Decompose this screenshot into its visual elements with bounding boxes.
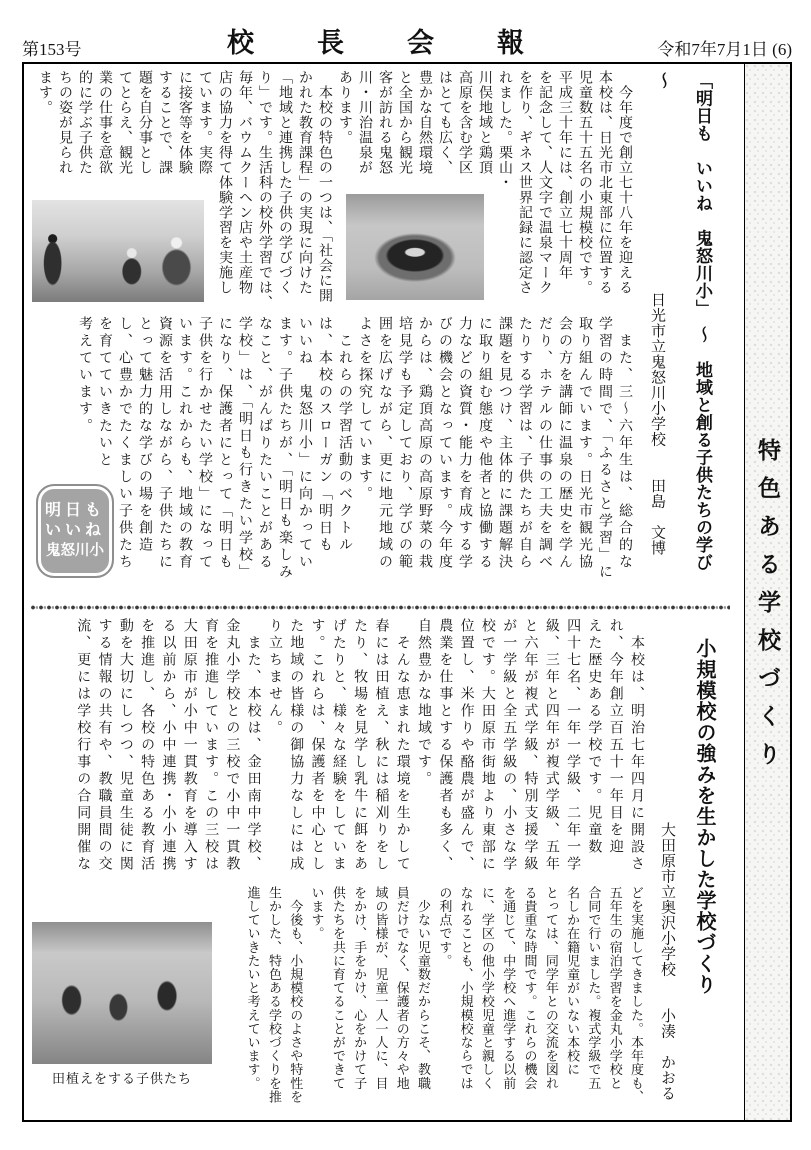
- text-column: 課題を見つけ、主体的に課題解決: [497, 316, 512, 571]
- text-column: いいね 鬼怒川小」に向かってい: [297, 316, 312, 571]
- text-column: 会の方を講師に温泉の歴史を学ん: [557, 316, 572, 571]
- text-column: また、三～六年生は、総合的な: [617, 316, 632, 571]
- text-column: 高原を含む学区: [457, 70, 472, 175]
- text-column: 的に学ぶ子供た: [77, 70, 92, 175]
- text-column: 育を推進しています。この三校は: [203, 618, 219, 873]
- text-column: たりする学習は、子供たちが自ら: [517, 316, 532, 571]
- text-column: 動を大切にしつつ、児童生徒に関: [117, 618, 133, 873]
- text-band: [242, 886, 647, 1118]
- text-column: からは、鶏頂高原の高原野菜の栽: [417, 316, 432, 571]
- text-column: 平成三十年には、創立七十周年: [557, 70, 572, 280]
- text-column: になり、保護者にとって「明日も: [217, 316, 232, 571]
- text-column: 春には田植え、秋には稲刈りをし: [373, 618, 389, 873]
- text-column: することで、課: [157, 70, 172, 175]
- text-column: 川・川治温泉が: [357, 70, 372, 175]
- article-okusawa: [26, 614, 746, 1120]
- text-column: 豊かな自然環境: [417, 70, 432, 175]
- text-column: 本校は、明治七年四月に開設さ: [629, 618, 644, 873]
- text-column: います。これからも、地域の教育: [177, 316, 192, 571]
- text-column: 囲を広げながら、更に地元地域の: [377, 316, 392, 571]
- text-column: 自然豊かな地域です。: [416, 618, 432, 788]
- text-column: を作り、ギネス世界記録に認定さ: [517, 70, 532, 295]
- text-column: 今後も、小規模校のよさや特性を: [288, 886, 304, 1104]
- text-column: 名しか在籍児童がいない本校に: [565, 886, 581, 1077]
- text-column: ています。実際: [197, 70, 212, 175]
- text-column: 本校は、日光市北東部に位置する: [597, 70, 612, 295]
- text-column: 培見学も予定しており、学びの範: [397, 316, 412, 571]
- text-column: 域の皆様が、児童一人一人に、目: [373, 886, 389, 1090]
- text-column: 資源を活用しながら、子供たちに: [157, 316, 172, 571]
- text-column: ます。: [37, 70, 52, 115]
- text-band: [74, 316, 634, 602]
- text-column: す。これらは、保護者を中心とし: [309, 618, 325, 873]
- text-column: 児童数五十五名の小規模校です。: [577, 70, 592, 295]
- text-column: 子供を行かせたい学校」になって: [197, 316, 212, 571]
- text-column: の利点です。: [437, 886, 453, 968]
- text-column: 校です。大田原市街地より東部に: [479, 618, 495, 873]
- text-column: よさを探究しています。: [357, 316, 372, 503]
- text-column: を記念して、人文字で温泉マーク: [537, 70, 552, 295]
- text-column: をかけ、手をかけ、心をかけて子: [352, 886, 368, 1090]
- slogan-line: 鬼怒川小: [46, 543, 104, 559]
- text-column: げたりと、様々な経験をしていま: [330, 618, 346, 873]
- text-column: てとらえ、観光: [117, 70, 132, 175]
- text-column: する情報の共有や、教職員間の交: [96, 618, 112, 873]
- text-column: に接客等を体験: [177, 70, 192, 175]
- text-band: [72, 618, 647, 882]
- text-column: 取り組んでいます。日光市観光協: [577, 316, 592, 571]
- text-column: これらの学習活動のベクトル: [337, 316, 352, 554]
- text-column: 「地域と連携した子供の学びづく: [277, 70, 292, 295]
- article-title: 「明日も いいね 鬼怒川小」 ～ 地域と創る子供たちの学び ～: [653, 72, 712, 589]
- text-column: れました。栗山・: [497, 70, 512, 190]
- text-column: と全国から観光: [397, 70, 412, 175]
- text-column: 進していきたいと考えています。: [245, 886, 261, 1090]
- text-column: る貴重な時間です。これらの機会: [522, 886, 538, 1090]
- text-column: た地域の皆様の御協力なしには成: [288, 618, 304, 873]
- text-column: 位置し、米作りや酪農が盛んで、: [458, 618, 474, 873]
- newsletter-title: 校 長 会 報: [226, 28, 542, 58]
- text-column: たり、牧場を見学し乳牛に餌をあ: [352, 618, 368, 873]
- text-column: ます。子供たちが、「明日も楽しみ: [277, 316, 292, 581]
- text-column: れ、今年創立百五十一年目を迎: [607, 618, 623, 856]
- text-column: 大田原市が小中一貫教育を導入す: [181, 618, 197, 873]
- text-column: 学校」は、「明日も行きたい学校」: [237, 316, 252, 581]
- text-column: えた歴史ある学校です。児童数: [586, 618, 602, 856]
- text-column: います。: [309, 886, 325, 941]
- text-column: どを実施してきました。本年度も、: [629, 886, 644, 1104]
- text-column: る以前から、小中連携・小小連携: [160, 618, 176, 873]
- text-column: と六年が複式学級、特別支援学級: [522, 618, 538, 873]
- text-column: は、本校のスローガン「明日も: [317, 316, 332, 554]
- text-column: あります。: [337, 70, 352, 145]
- photo-rice-planting: [32, 922, 212, 1064]
- text-column: に取り組む態度や他者と協働する: [477, 316, 492, 571]
- text-column: とっては、同学年との交流を図れ: [543, 886, 559, 1090]
- text-column: 力などの資質・能力を育成する学: [457, 316, 472, 571]
- text-column: 考えています。: [77, 316, 92, 435]
- text-column: 五年生の宿泊学習を金丸小学校と: [607, 886, 623, 1090]
- photo-caption: 田植えをする子供たち: [51, 1071, 192, 1086]
- text-column: びの機会となっています。今年度: [437, 316, 452, 571]
- text-column: 流、更には学校行事の合同開催な: [75, 618, 91, 873]
- text-column: 題を自分事とし: [137, 70, 152, 175]
- text-column: 金丸小学校との三校で小中一貫教: [224, 618, 240, 873]
- text-column: 毎年、バウムクーヘン店や土産物: [237, 70, 252, 295]
- text-column: かれた教育課程」の実現に向けた: [297, 70, 312, 295]
- text-column: とって魅力的な学びの場を創造: [137, 316, 152, 554]
- text-column: ちの姿が見られ: [57, 70, 72, 175]
- slogan-line: 明日も: [44, 502, 105, 519]
- text-column: なこと、がんばりたいことがある: [257, 316, 272, 571]
- text-column: 今年度で創立七十八年を迎える: [617, 70, 632, 295]
- article-byline: 日光市立鬼怒川小学校 田島 文博: [649, 292, 665, 556]
- page-header: [22, 26, 792, 60]
- text-column: 合同で行いました。複式学級で五: [586, 886, 602, 1090]
- text-column: り」です。生活科の校外学習では、: [257, 70, 272, 310]
- text-column: 供たちを共に育てることができて: [330, 886, 346, 1090]
- text-column: 員だけでなく、保護者の方々や地: [394, 886, 410, 1090]
- text-column: 学習の時間で、「ふるさと学習」に: [597, 316, 612, 581]
- article-title: 小規模校の強みを生かした学校づくり: [693, 638, 715, 995]
- text-column: 少ない児童数だからこそ、教職: [416, 886, 432, 1090]
- text-column: 業の仕事を意欲: [97, 70, 112, 175]
- article-kinugawa: [26, 64, 746, 604]
- text-column: 本校の特色の一つは、「社会に開: [317, 70, 332, 303]
- section-sidebar: [744, 64, 790, 1120]
- school-slogan-badge: [36, 484, 114, 578]
- text-column: また、本校は、金田南中学校、: [245, 618, 261, 873]
- text-column: 生かした、特色ある学校づくりを推: [266, 886, 282, 1104]
- text-column: を通じて、中学校へ進学する以前: [501, 886, 517, 1090]
- text-column: 店の協力を得て体験学習を実施し: [217, 70, 232, 295]
- photo-onsen-human-letters: [346, 194, 484, 300]
- text-column: に、学区の他小学校児童と親しく: [479, 886, 495, 1090]
- text-column: を育てていきたいと: [97, 316, 112, 469]
- text-column: を推進し、各校の特色ある教育活: [139, 618, 155, 873]
- text-column: そんな恵まれた環境を生かして: [394, 618, 410, 873]
- slogan-line: いいね: [44, 522, 105, 539]
- article-byline: 大田原市立奥沢小学校 小湊 かおる: [659, 822, 675, 1101]
- article-divider: [30, 604, 730, 611]
- text-column: 四十七名、一年一学級、二年一学: [565, 618, 581, 873]
- text-column: し、心豊かでたくましい子供たち: [117, 316, 132, 571]
- text-column: なれることも、小規模校ならでは: [458, 886, 474, 1090]
- text-column: だり、ホテルの仕事の工夫を調べ: [537, 316, 552, 571]
- section-label: 特色ある学校づくり: [755, 438, 780, 780]
- text-column: 農業を仕事とする保護者も多く、: [437, 618, 453, 873]
- text-column: 川俣地域と鶏頂: [477, 70, 492, 175]
- text-column: 級、三年と四年が複式学級、五年: [543, 618, 559, 873]
- text-column: り立ちません。: [266, 618, 282, 737]
- photo-shop-experience: [32, 200, 204, 302]
- text-column: はとても広く、: [437, 70, 452, 175]
- text-column: が一学級と全五学級の、小さな学: [501, 618, 517, 873]
- issue-date: 令和7年7月1日 (6): [657, 40, 792, 59]
- text-column: 客が訪れる鬼怒: [377, 70, 392, 175]
- content-box: [22, 62, 792, 1122]
- issue-number: 第153号: [22, 40, 82, 59]
